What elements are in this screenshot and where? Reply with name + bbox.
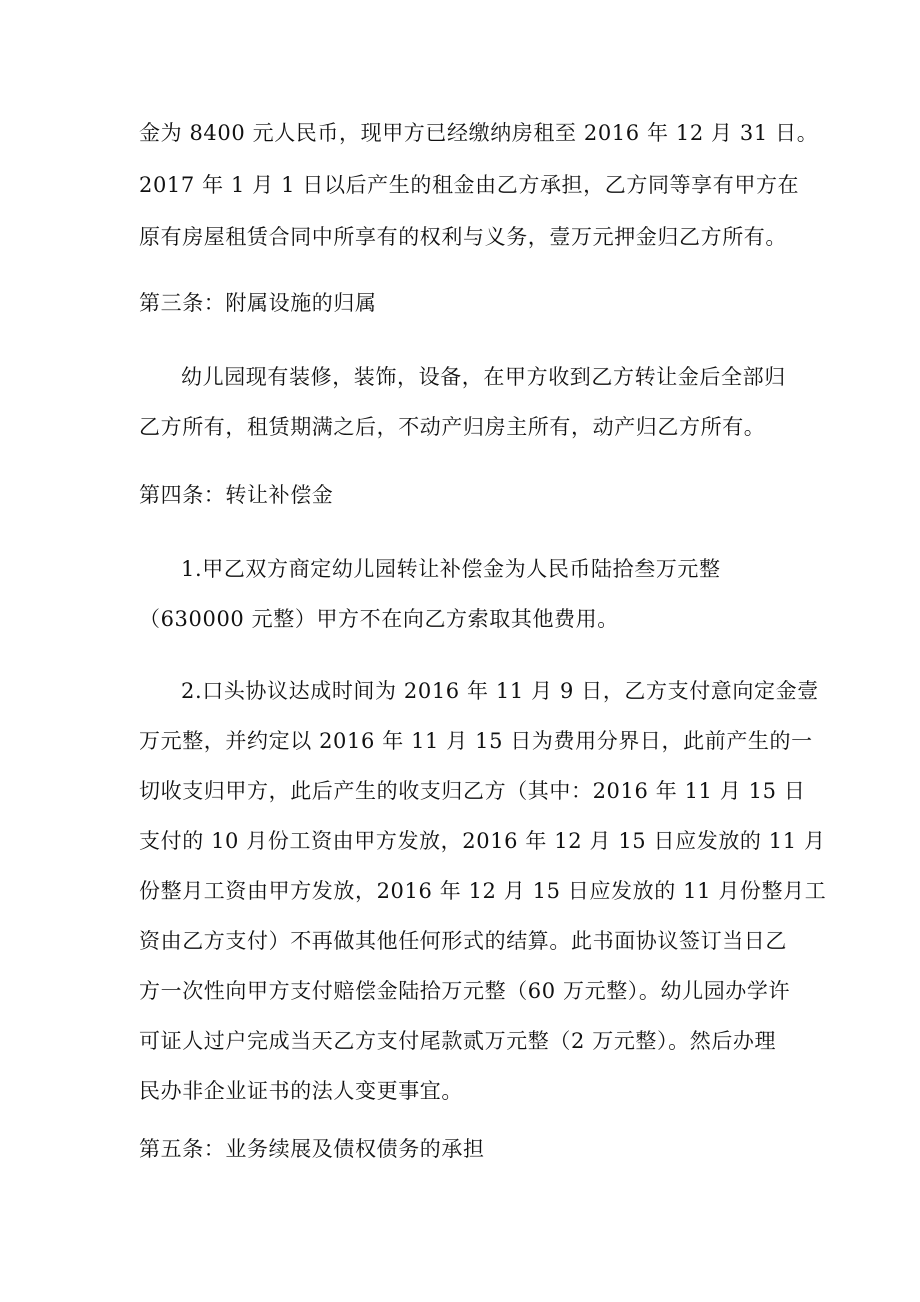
article-4-heading: 第四条：转让补偿金 (139, 483, 334, 507)
article-4-item-2-line: 万元整，并约定以 2016 年 11 月 15 日为费用分界日，此前产生的一 (139, 729, 813, 753)
article-4-item-1-line: 1.甲乙双方商定幼儿园转让补偿金为人民币陆拾叁万元整 (181, 557, 721, 581)
paragraph-line: 原有房屋租赁合同中所享有的权利与义务，壹万元押金归乙方所有。 (139, 225, 787, 249)
article-3-line: 幼儿园现有装修，装饰，设备，在甲方收到乙方转让金后全部归 (181, 365, 786, 389)
article-4-item-2-line: 资由乙方支付）不再做其他任何形式的结算。此书面协议签订当日乙 (139, 929, 787, 953)
article-4-item-2-line: 支付的 10 月份工资由甲方发放，2016 年 12 月 15 日应发放的 11 月 (139, 829, 826, 853)
article-5-heading: 第五条：业务续展及债权债务的承担 (139, 1137, 485, 1161)
article-4-item-2-line: 2.口头协议达成时间为 2016 年 11 月 9 日，乙方支付意向定金壹 (181, 679, 819, 703)
article-4-item-2-line: 民办非企业证书的法人变更事宜。 (139, 1079, 463, 1103)
paragraph-line: 2017 年 1 月 1 日以后产生的租金由乙方承担，乙方同等享有甲方在 (139, 173, 800, 197)
article-3-heading: 第三条：附属设施的归属 (139, 291, 377, 315)
article-4-item-2-line: 切收支归甲方，此后产生的收支归乙方（其中：2016 年 11 月 15 日 (139, 779, 806, 803)
article-4-item-2-line: 方一次性向甲方支付赔偿金陆拾万元整（60 万元整）。幼儿园办学许 (139, 979, 791, 1003)
paragraph-line: 金为 8400 元人民币，现甲方已经缴纳房租至 2016 年 12 月 31 日。 (139, 121, 819, 145)
article-3-line: 乙方所有，租赁期满之后，不动产归房主所有，动产归乙方所有。 (139, 415, 766, 439)
article-4-item-1-line: （630000 元整）甲方不在向乙方索取其他费用。 (139, 607, 619, 631)
article-4-item-2-line: 可证人过户完成当天乙方支付尾款贰万元整（2 万元整）。然后办理 (139, 1029, 777, 1053)
article-4-item-2-line: 份整月工资由甲方发放，2016 年 12 月 15 日应发放的 11 月份整月工 (139, 879, 827, 903)
